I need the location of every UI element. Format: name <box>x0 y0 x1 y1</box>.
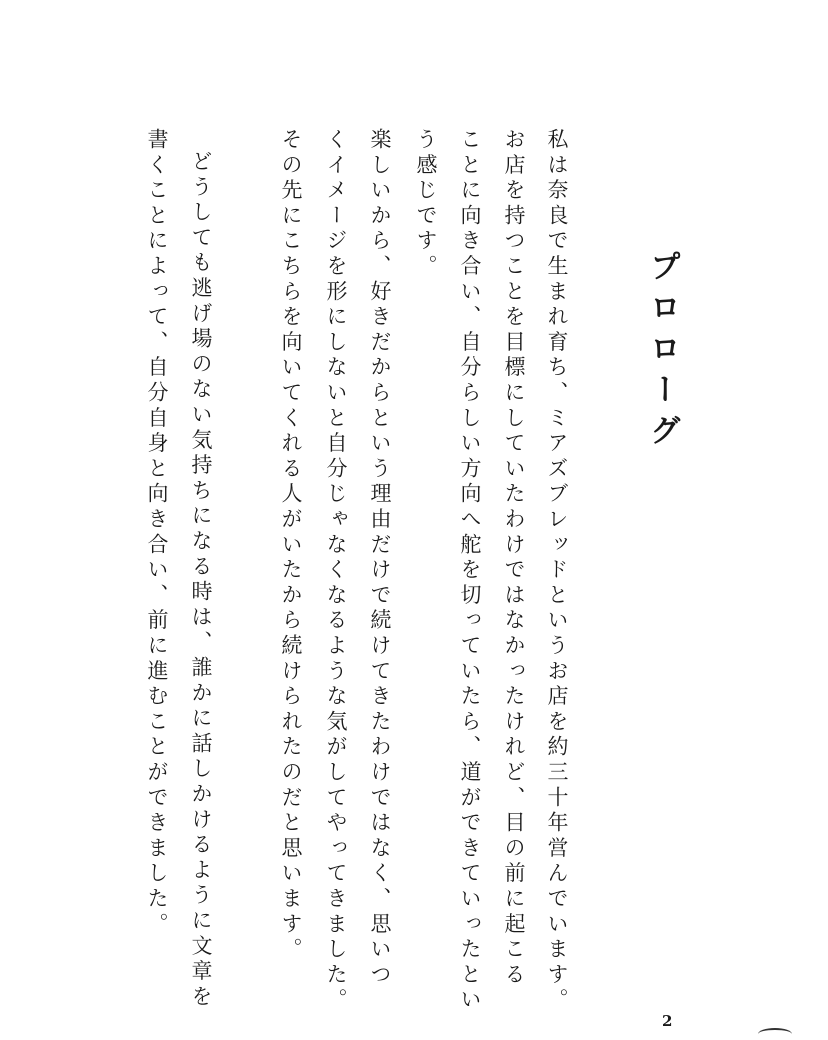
text-line-p3-1: どうしても逃げ場のない気持ちになる時は、誰かに話しかけるように文章を <box>189 150 213 1011</box>
page-title: プロローグ <box>644 250 680 455</box>
page-corner-mark <box>758 1028 792 1040</box>
text-line-p2-1: 楽しいから、好きだからという理由だけで続けてきたわけではなく、思いつ <box>368 128 392 989</box>
text-line-p1-2: お店を持つことを目標にしていたわけではなかったけれど、目の前に起こる <box>502 128 526 989</box>
text-line-p3-2: 書くことによって、自分自身と向き合い、前に進むことができました。 <box>145 128 169 938</box>
page-number: 2 <box>662 1012 673 1030</box>
text-line-p1-3: ことに向き合い、自分らしい方向へ舵を切っていたら、道ができていったとい <box>458 128 482 1014</box>
text-line-p2-2: くイメージを形にしないと自分じゃなくなるような気がしてやってきました。 <box>324 128 348 1014</box>
text-line-p2-3: その先にこちらを向いてくれる人がいたから続けられたのだと思います。 <box>279 128 303 963</box>
text-line-p1-4: う感じです。 <box>414 128 438 280</box>
text-line-p1-1: 私は奈良で生まれ育ち、ミアズブレッドというお店を約三十年営んでいます。 <box>545 128 569 1014</box>
